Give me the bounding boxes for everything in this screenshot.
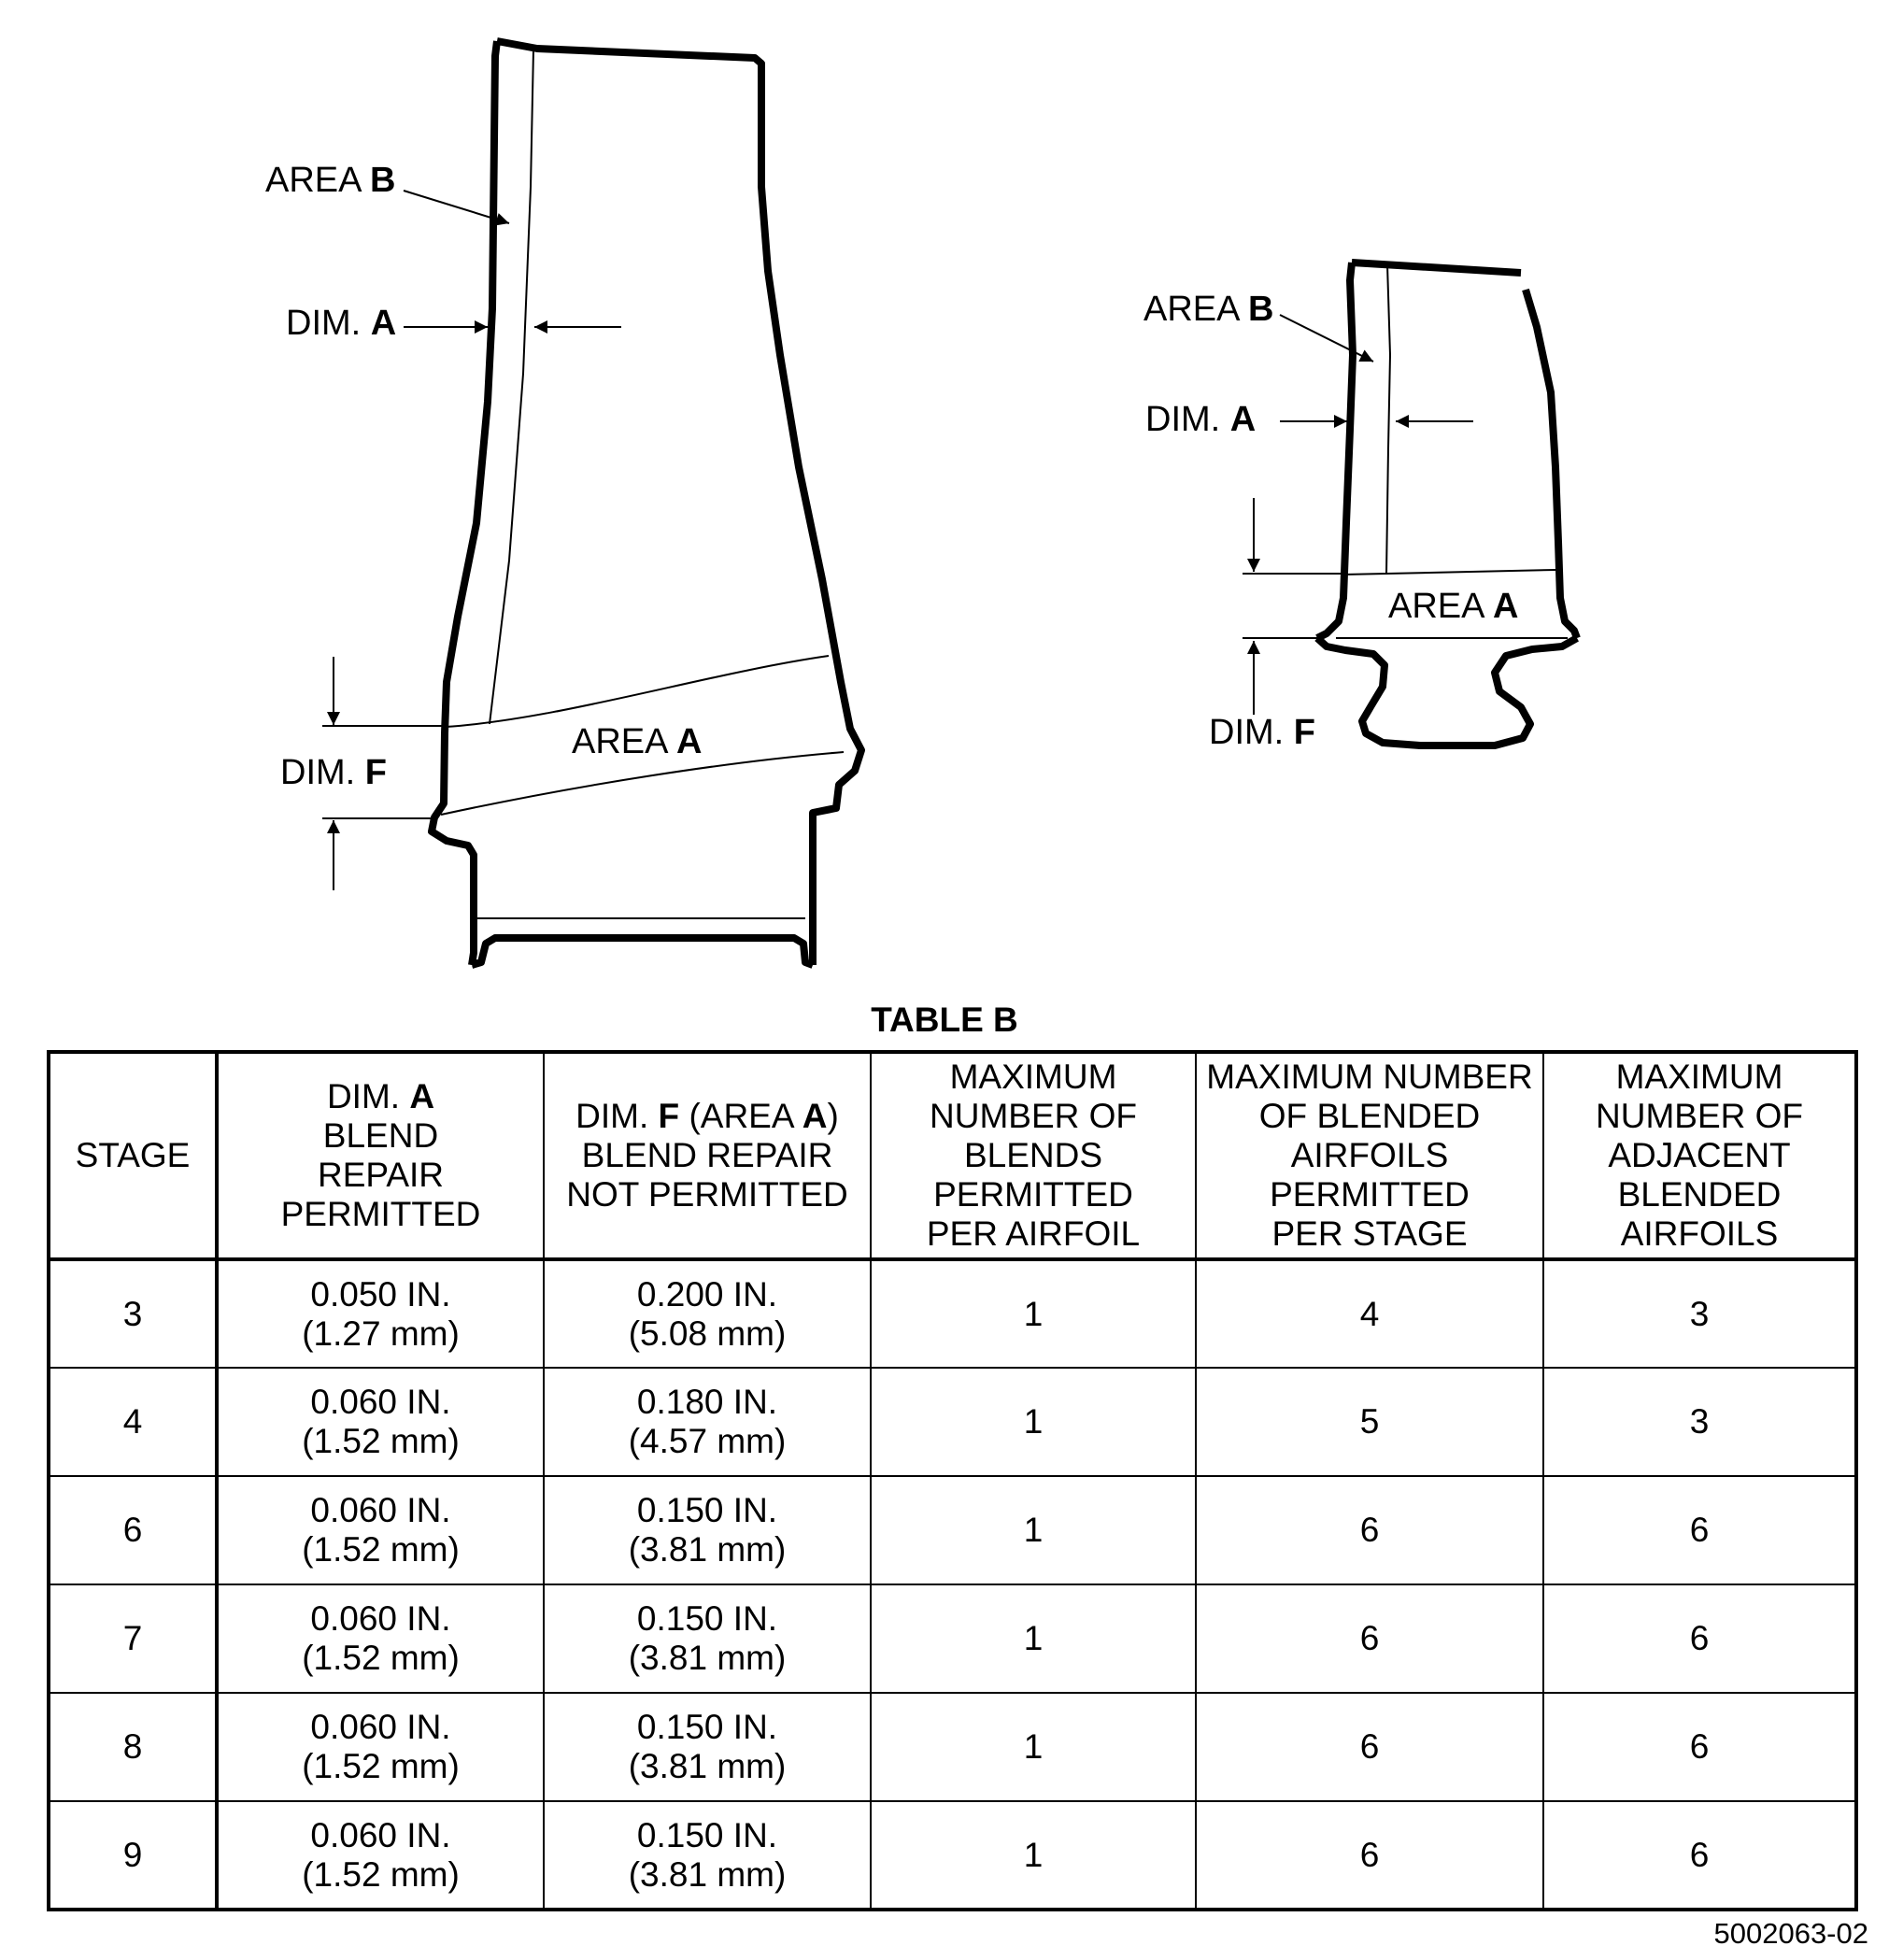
cell-stage: 4: [49, 1368, 217, 1476]
cell-max-adjacent: 3: [1543, 1368, 1856, 1476]
cell-max-blends: 1: [871, 1368, 1196, 1476]
large-blade: [322, 41, 861, 965]
large-dim-f-label: DIM. F: [280, 753, 387, 792]
cell-dim-f: 0.150 IN. (3.81 mm): [544, 1476, 871, 1584]
cell-max-airfoils: 6: [1196, 1476, 1543, 1584]
small-area-b-label: AREA B: [1143, 290, 1274, 329]
cell-dim-a: 0.050 IN. (1.27 mm): [217, 1259, 544, 1368]
cell-max-airfoils: 6: [1196, 1693, 1543, 1801]
small-blade-labels: [1143, 290, 1518, 752]
cell-max-adjacent: 6: [1543, 1584, 1856, 1693]
table-row: [49, 1476, 1856, 1584]
table-row: [49, 1584, 1856, 1693]
header-max-blended-airfoils-per-stage: MAXIMUM NUMBER OF BLENDED AIRFOILS PERMITTED PER STAGE: [1196, 1052, 1543, 1259]
cell-stage: 8: [49, 1693, 217, 1801]
cell-max-adjacent: 6: [1543, 1801, 1856, 1910]
small-blade: [1243, 263, 1577, 746]
large-area-a-bottom: [441, 752, 844, 815]
header-dim-f: DIM. F (AREA A) BLEND REPAIR NOT PERMITTED: [544, 1052, 871, 1259]
small-area-b-line: [1386, 264, 1390, 575]
large-area-a-top: [446, 656, 829, 727]
cell-dim-a: 0.060 IN. (1.52 mm): [217, 1584, 544, 1693]
small-root-outline: [1317, 638, 1577, 746]
table-row: [49, 1368, 1856, 1476]
table-row: [49, 1259, 1856, 1368]
table-title: TABLE B: [871, 1001, 1018, 1039]
cell-dim-f: 0.150 IN. (3.81 mm): [544, 1584, 871, 1693]
cell-max-adjacent: 3: [1543, 1259, 1856, 1368]
cell-max-blends: 1: [871, 1476, 1196, 1584]
large-dim-a-label: DIM. A: [286, 304, 397, 343]
cell-max-blends: 1: [871, 1801, 1196, 1910]
cell-max-blends: 1: [871, 1259, 1196, 1368]
figure-number: 5002063-02: [1713, 1917, 1868, 1950]
cell-dim-f: 0.150 IN. (3.81 mm): [544, 1693, 871, 1801]
large-blade-outline: [432, 41, 861, 965]
large-area-b-label: AREA B: [265, 161, 396, 200]
cell-stage: 3: [49, 1259, 217, 1368]
table-row: [49, 1693, 1856, 1801]
small-dim-a-label: DIM. A: [1145, 400, 1257, 439]
cell-max-adjacent: 6: [1543, 1693, 1856, 1801]
cell-dim-a: 0.060 IN. (1.52 mm): [217, 1693, 544, 1801]
small-dim-f-label: DIM. F: [1209, 713, 1315, 752]
large-area-a-label: AREA A: [572, 722, 703, 761]
cell-max-airfoils: 5: [1196, 1368, 1543, 1476]
cell-dim-a: 0.060 IN. (1.52 mm): [217, 1476, 544, 1584]
small-blade-outline: [1317, 263, 1353, 638]
cell-max-adjacent: 6: [1543, 1476, 1856, 1584]
cell-stage: 9: [49, 1801, 217, 1910]
header-dim-a: DIM. A BLEND REPAIR PERMITTED: [217, 1052, 544, 1259]
cell-max-airfoils: 4: [1196, 1259, 1543, 1368]
cell-max-airfoils: 6: [1196, 1801, 1543, 1910]
cell-max-blends: 1: [871, 1693, 1196, 1801]
blend-limits-table: [47, 1050, 1858, 1911]
table-row: [49, 1801, 1856, 1910]
cell-dim-a: 0.060 IN. (1.52 mm): [217, 1801, 544, 1910]
header-max-adjacent-blended-airfoils: MAXIMUM NUMBER OF ADJACENT BLENDED AIRFOILS: [1543, 1052, 1856, 1259]
cell-dim-f: 0.200 IN. (5.08 mm): [544, 1259, 871, 1368]
cell-dim-f: 0.180 IN. (4.57 mm): [544, 1368, 871, 1476]
header-stage: STAGE: [49, 1052, 217, 1259]
cell-max-airfoils: 6: [1196, 1584, 1543, 1693]
cell-dim-f: 0.150 IN. (3.81 mm): [544, 1801, 871, 1910]
cell-stage: 6: [49, 1476, 217, 1584]
cell-stage: 7: [49, 1584, 217, 1693]
table-header-row: [49, 1052, 1856, 1259]
cell-dim-a: 0.060 IN. (1.52 mm): [217, 1368, 544, 1476]
small-area-a-label: AREA A: [1388, 587, 1519, 626]
cell-max-blends: 1: [871, 1584, 1196, 1693]
header-max-blends-per-airfoil: MAXIMUM NUMBER OF BLENDS PERMITTED PER AIRFOIL: [871, 1052, 1196, 1259]
small-area-a-top: [1342, 570, 1555, 575]
